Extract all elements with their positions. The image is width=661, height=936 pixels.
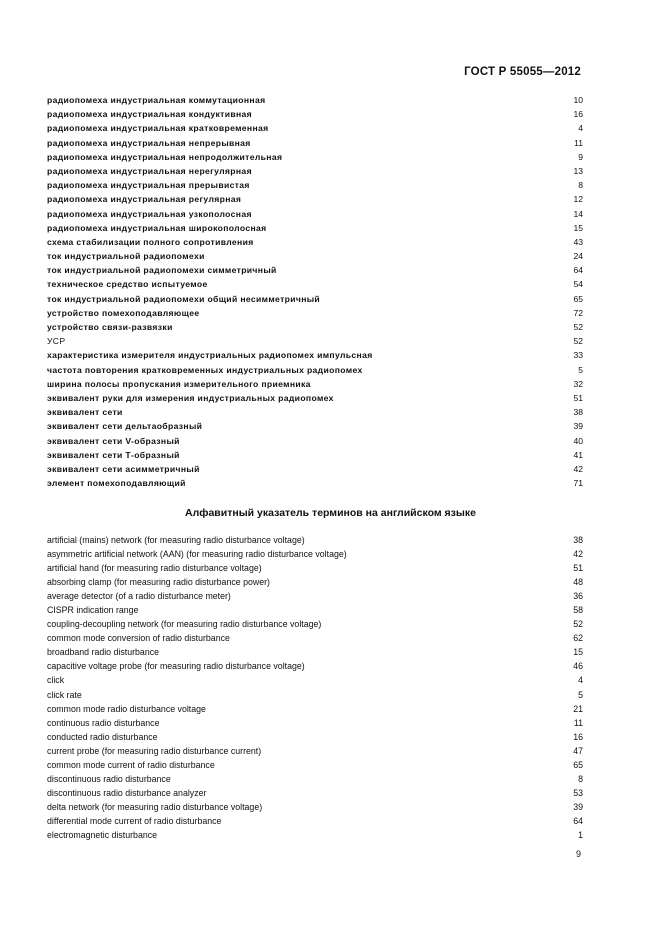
index-page: 9 xyxy=(578,151,583,162)
index-page: 64 xyxy=(573,265,583,276)
index-page: 40 xyxy=(573,435,583,446)
index-page: 24 xyxy=(573,251,583,262)
index-term: УСР xyxy=(47,336,66,347)
index-page: 39 xyxy=(573,421,583,432)
index-entry xyxy=(47,814,583,828)
index-page: 46 xyxy=(573,661,583,672)
index-term: asymmetric artificial network (AAN) (for measuring radio disturbance voltage) xyxy=(47,549,347,560)
index-entry xyxy=(47,405,583,419)
index-term: click xyxy=(47,675,65,686)
index-term: схема стабилизации полного сопротивления xyxy=(47,236,254,247)
index-entry xyxy=(47,828,583,842)
index-entry xyxy=(47,263,583,277)
index-entry xyxy=(47,235,583,249)
index-page: 52 xyxy=(573,336,583,347)
index-page: 21 xyxy=(573,703,583,714)
index-term: техническое средство испытуемое xyxy=(47,279,208,290)
index-term: радиопомеха индустриальная кратковременная xyxy=(47,123,269,134)
index-term: радиопомеха индустриальная непродолжительная xyxy=(47,151,283,162)
document-header: ГОСТ Р 55055—2012 xyxy=(464,66,581,78)
index-term: элемент помехоподавляющий xyxy=(47,478,186,489)
index-term: эквивалент сети V-образный xyxy=(47,435,180,446)
index-page: 38 xyxy=(573,407,583,418)
page-number: 9 xyxy=(575,849,581,859)
index-page: 38 xyxy=(573,535,583,545)
index-entry xyxy=(47,547,583,561)
index-page: 4 xyxy=(578,675,583,686)
index-page: 41 xyxy=(573,449,583,460)
index-entry xyxy=(47,249,583,263)
index-term: discontinuous radio disturbance analyzer xyxy=(47,787,207,798)
index-entry xyxy=(47,603,583,617)
index-term: discontinuous radio disturbance xyxy=(47,773,171,784)
index-entry xyxy=(47,800,583,814)
index-entry xyxy=(47,121,583,135)
index-page: 32 xyxy=(573,378,583,389)
index-page: 36 xyxy=(573,591,583,602)
index-entry xyxy=(47,434,583,448)
index-page: 13 xyxy=(573,165,583,176)
index-page: 5 xyxy=(578,689,583,700)
english-index-title: Алфавитный указатель терминов на английском языке xyxy=(185,507,476,519)
index-term: ширина полосы пропускания измерительного приемника xyxy=(47,378,311,389)
index-term: CISPR indication range xyxy=(47,605,139,616)
index-term: эквивалент сети xyxy=(47,407,123,418)
index-term: ток индустриальной радиопомехи xyxy=(47,251,205,262)
index-term: continuous radio disturbance xyxy=(47,717,160,728)
russian-term-index xyxy=(47,93,583,490)
index-page: 51 xyxy=(573,563,583,574)
index-entry xyxy=(47,617,583,631)
index-page: 53 xyxy=(573,787,583,798)
index-term: эквивалент сети асимметричный xyxy=(47,463,200,474)
index-entry xyxy=(47,744,583,758)
index-entry xyxy=(47,363,583,377)
index-page: 12 xyxy=(573,194,583,205)
index-term: delta network (for measuring radio disturbance voltage) xyxy=(47,801,263,812)
index-entry xyxy=(47,107,583,121)
index-entry xyxy=(47,772,583,786)
index-page: 42 xyxy=(573,549,583,560)
index-page: 4 xyxy=(578,123,583,134)
index-entry xyxy=(47,320,583,334)
index-term: electromagnetic disturbance xyxy=(47,829,158,840)
index-term: common mode conversion of radio disturbance xyxy=(47,633,230,644)
index-page: 8 xyxy=(578,180,583,191)
index-term: радиопомеха индустриальная непрерывная xyxy=(47,137,251,148)
index-page: 52 xyxy=(573,619,583,630)
index-entry xyxy=(47,575,583,589)
index-page: 54 xyxy=(573,279,583,290)
index-entry xyxy=(47,391,583,405)
index-term: устройство помехоподавляющее xyxy=(47,307,200,318)
index-page: 15 xyxy=(573,222,583,233)
index-term: click rate xyxy=(47,689,82,700)
index-page: 16 xyxy=(573,109,583,120)
index-entry xyxy=(47,688,583,702)
index-entry xyxy=(47,306,583,320)
index-entry xyxy=(47,178,583,192)
index-entry xyxy=(47,645,583,659)
index-term: эквивалент руки для измерения индустриальных радиопомех xyxy=(47,392,334,403)
index-page: 52 xyxy=(573,322,583,332)
index-page: 65 xyxy=(573,293,583,304)
index-term: радиопомеха индустриальная регулярная xyxy=(47,194,242,205)
index-page: 14 xyxy=(573,208,583,219)
index-page: 43 xyxy=(573,236,583,247)
index-page: 71 xyxy=(573,478,583,489)
index-term: радиопомеха индустриальная прерывистая xyxy=(47,180,250,191)
index-entry xyxy=(47,462,583,476)
index-page: 8 xyxy=(578,773,583,784)
index-entry xyxy=(47,207,583,221)
index-entry xyxy=(47,419,583,433)
index-term: conducted radio disturbance xyxy=(47,731,158,742)
index-entry xyxy=(47,673,583,687)
index-entry xyxy=(47,476,583,490)
index-entry xyxy=(47,192,583,206)
index-term: average detector (of a radio disturbance meter) xyxy=(47,591,231,602)
index-entry xyxy=(47,702,583,716)
index-page: 58 xyxy=(573,605,583,616)
index-entry xyxy=(47,93,583,107)
index-term: радиопомеха индустриальная широкополосная xyxy=(47,222,267,233)
index-page: 48 xyxy=(573,577,583,588)
index-page: 64 xyxy=(573,815,583,826)
index-term: частота повторения кратковременных индустриальных радиопомех xyxy=(47,364,363,375)
index-page: 65 xyxy=(573,759,583,770)
index-page: 1 xyxy=(578,829,583,840)
index-entry xyxy=(47,136,583,150)
index-page: 10 xyxy=(573,95,583,105)
index-entry xyxy=(47,730,583,744)
index-term: ток индустриальной радиопомехи общий несимметричный xyxy=(47,293,321,304)
index-entry xyxy=(47,150,583,164)
index-term: устройство связи-развязки xyxy=(47,322,173,332)
index-page: 47 xyxy=(573,745,583,756)
index-page: 42 xyxy=(573,463,583,474)
index-entry xyxy=(47,786,583,800)
index-term: ток индустриальной радиопомехи симметричный xyxy=(47,265,277,276)
index-entry xyxy=(47,589,583,603)
index-term: радиопомеха индустриальная нерегулярная xyxy=(47,165,252,176)
index-term: differential mode current of radio disturbance xyxy=(47,815,222,826)
index-entry xyxy=(47,164,583,178)
index-entry xyxy=(47,631,583,645)
index-entry xyxy=(47,292,583,306)
index-term: artificial (mains) network (for measuring radio disturbance voltage) xyxy=(47,535,305,545)
index-entry xyxy=(47,716,583,730)
index-page: 15 xyxy=(573,647,583,658)
index-term: coupling-decoupling network (for measuring radio disturbance voltage) xyxy=(47,619,322,630)
index-page: 11 xyxy=(573,717,583,728)
index-entry xyxy=(47,221,583,235)
index-page: 5 xyxy=(578,364,583,375)
index-term: broadband radio disturbance xyxy=(47,647,159,658)
index-term: радиопомеха индустриальная кондуктивная xyxy=(47,109,253,120)
index-term: радиопомеха индустриальная коммутационная xyxy=(47,95,266,105)
index-term: current probe (for measuring radio disturbance current) xyxy=(47,745,262,756)
index-page: 72 xyxy=(573,307,583,318)
index-term: эквивалент сети дельтаобразный xyxy=(47,421,203,432)
index-entry xyxy=(47,348,583,362)
index-entry xyxy=(47,561,583,575)
index-term: artificial hand (for measuring radio disturbance voltage) xyxy=(47,563,262,574)
index-entry xyxy=(47,533,583,547)
english-term-index xyxy=(47,533,583,842)
index-page: 39 xyxy=(573,801,583,812)
index-page: 33 xyxy=(573,350,583,361)
index-entry xyxy=(47,334,583,348)
index-term: радиопомеха индустриальная узкополосная xyxy=(47,208,252,219)
index-term: common mode current of radio disturbance xyxy=(47,759,215,770)
index-term: common mode radio disturbance voltage xyxy=(47,703,206,714)
index-page: 51 xyxy=(573,392,583,403)
index-term: эквивалент сети Т-образный xyxy=(47,449,180,460)
index-term: capacitive voltage probe (for measuring radio disturbance voltage) xyxy=(47,661,305,672)
index-entry xyxy=(47,448,583,462)
index-term: характеристика измерителя индустриальных радиопомех импульсная xyxy=(47,350,373,361)
index-page: 16 xyxy=(573,731,583,742)
index-entry xyxy=(47,377,583,391)
index-entry xyxy=(47,659,583,673)
index-entry xyxy=(47,277,583,291)
index-page: 11 xyxy=(574,137,583,148)
index-entry xyxy=(47,758,583,772)
index-page: 62 xyxy=(573,633,583,644)
index-term: absorbing clamp (for measuring radio disturbance power) xyxy=(47,577,270,588)
